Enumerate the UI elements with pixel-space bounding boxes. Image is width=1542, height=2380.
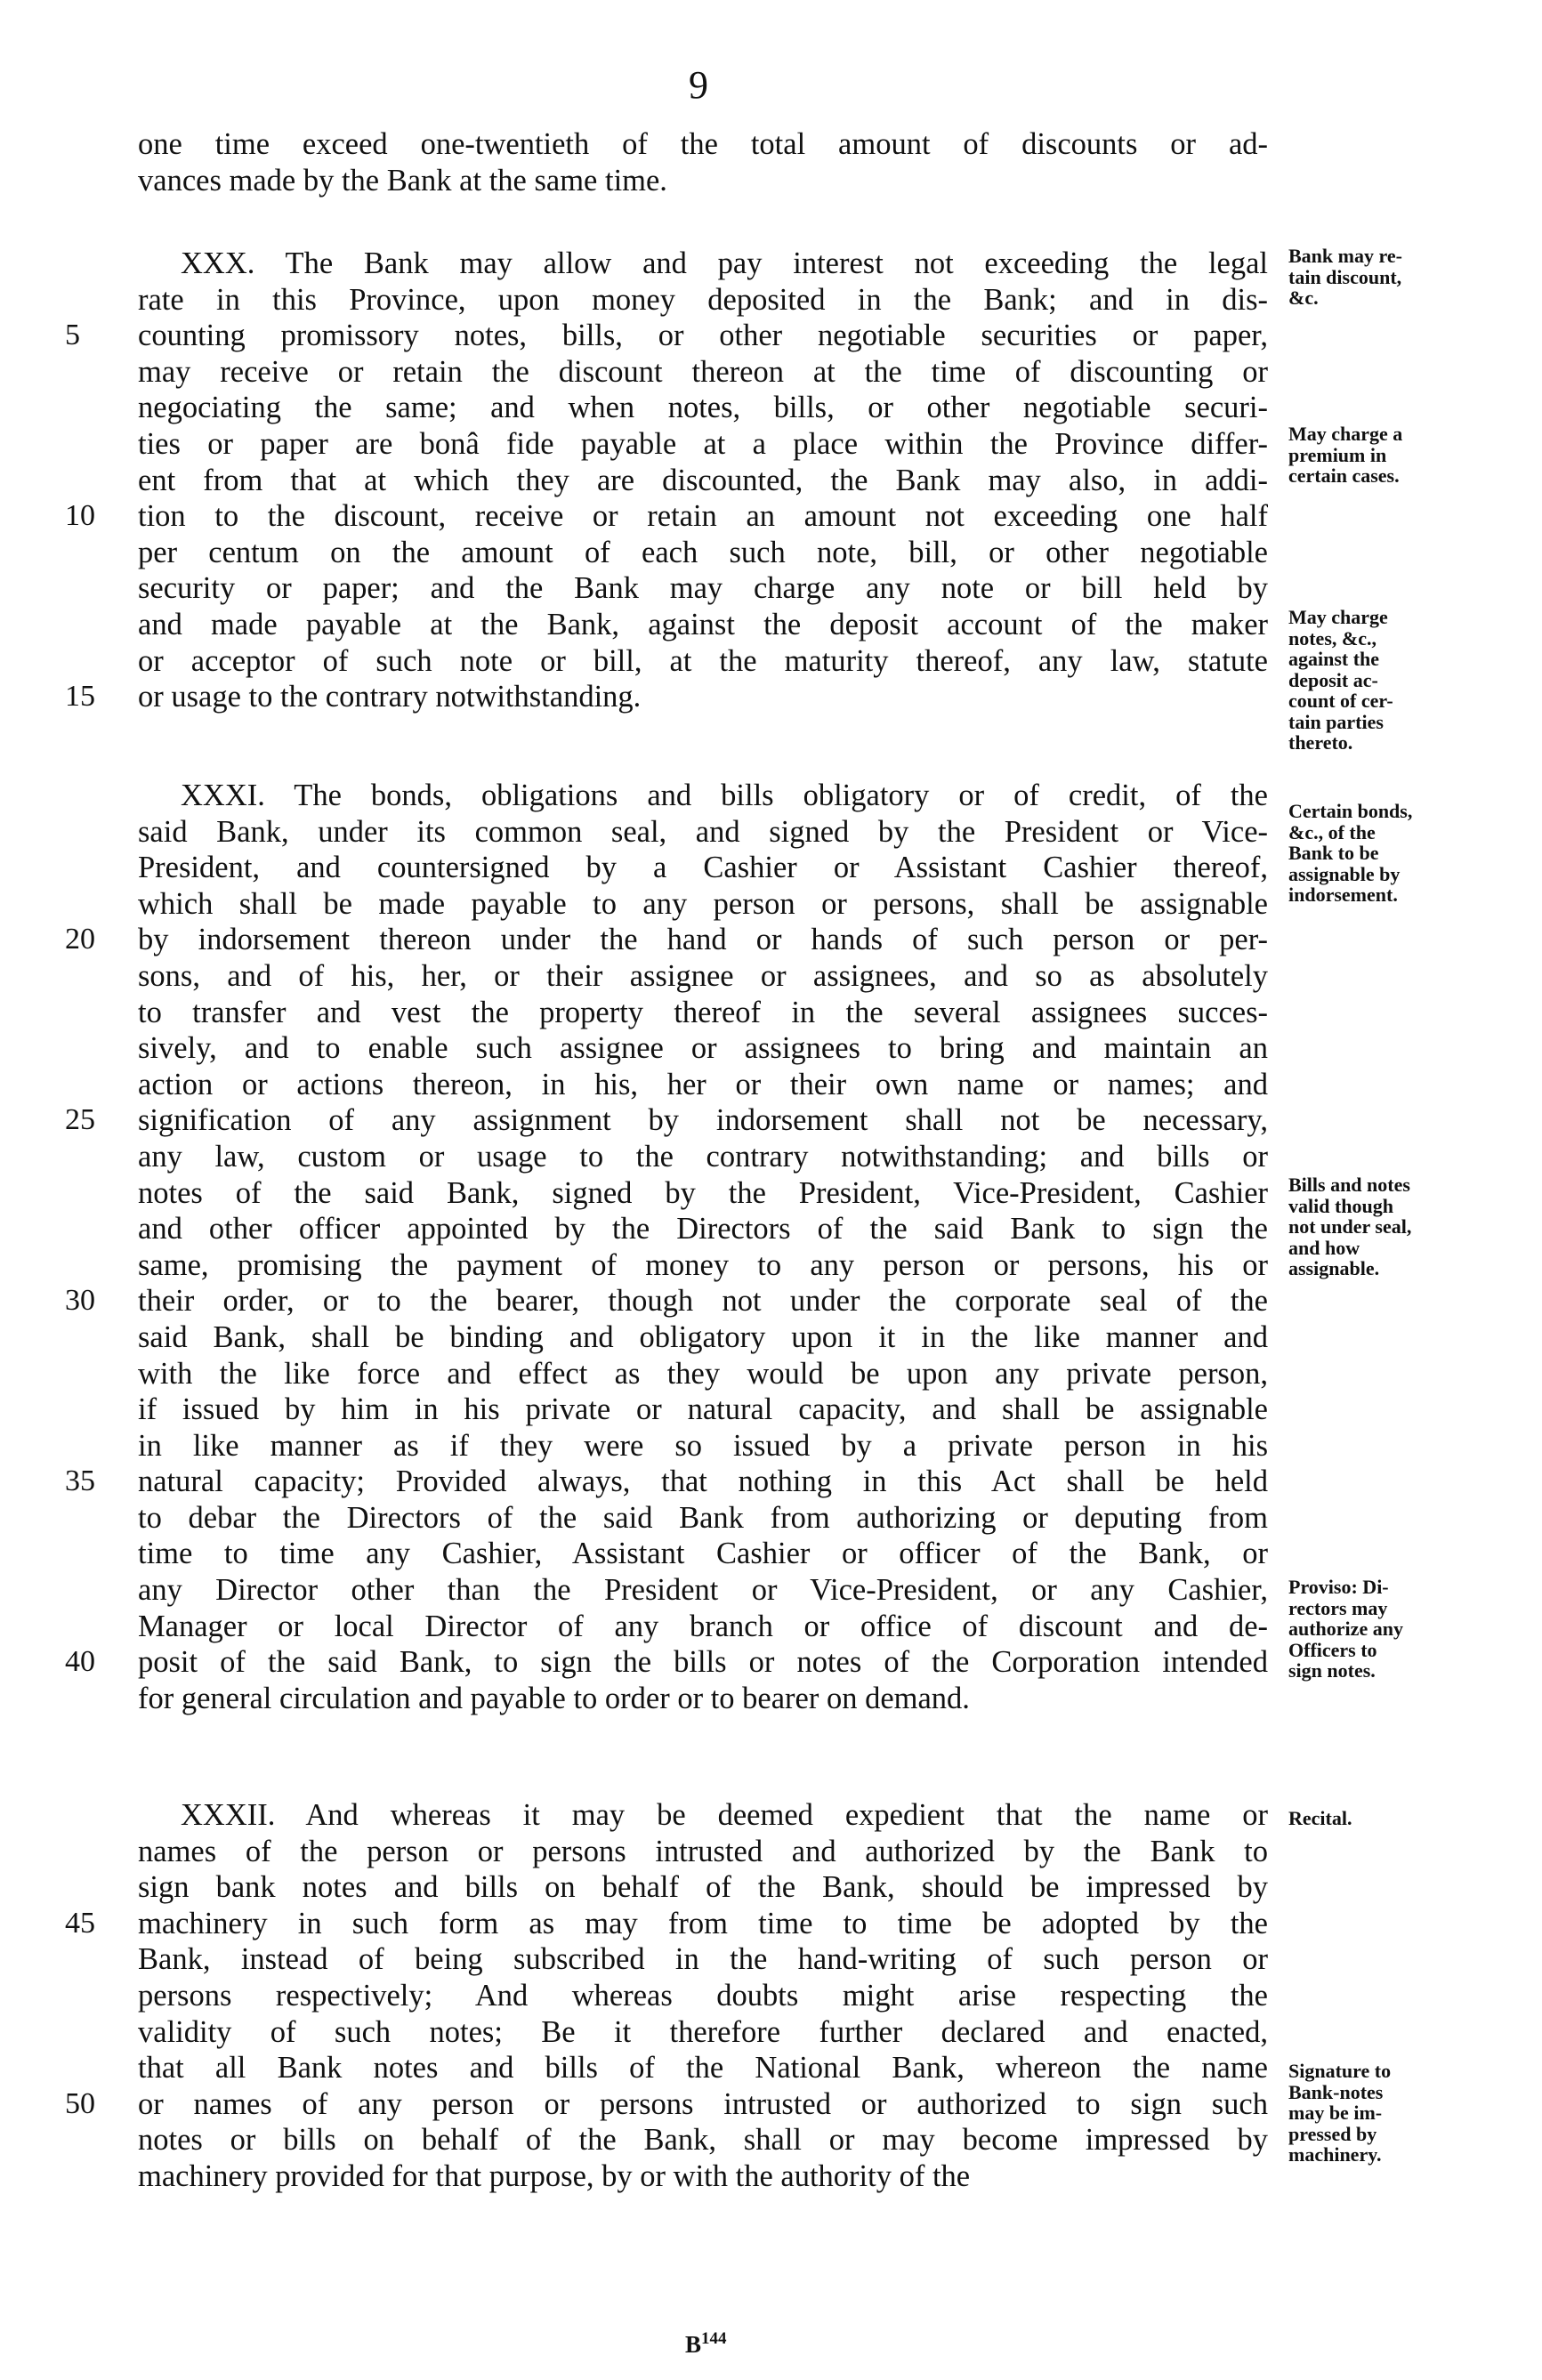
text-line [65, 1283, 1268, 1319]
text-line [138, 1536, 1268, 1572]
text-line [138, 1247, 1268, 1284]
line-text: one time exceed one-twentieth of the total amount of discounts or ad- [138, 127, 1268, 161]
line-text: notes of the said Bank, signed by the President, Vice-President, Cashier [138, 1175, 1268, 1210]
text-line [138, 426, 1268, 463]
text-line [65, 1102, 1268, 1139]
margin-note [1288, 424, 1529, 487]
line-text: said Bank, under its common seal, and signed by the President or Vice- [138, 814, 1268, 849]
line-text: if issued by him in his private or natural capacity, and shall be assignable [138, 1392, 1268, 1427]
margin-note-text: May charge notes, &c., against the deposit ac- count of cer- tain parties thereto. [1288, 606, 1393, 754]
text-line [138, 163, 1268, 199]
text-line [138, 607, 1268, 643]
paragraph-continuation [138, 126, 1268, 198]
text-line [65, 318, 1268, 354]
margin-note [1288, 1808, 1529, 1829]
line-text: machinery provided for that purpose, by or with the authority of the [138, 2158, 971, 2193]
line-text: time to time any Cashier, Assistant Cashier or officer of the Bank, or [138, 1537, 1268, 1571]
text-line [138, 958, 1268, 995]
margin-note [1288, 246, 1529, 309]
text-line [65, 922, 1268, 958]
line-text: or acceptor of such note or bill, at the maturity thereof, any law, statute [138, 643, 1268, 678]
margin-note-text: Signature to Bank-notes may be im- pressed by machinery. [1288, 2060, 1392, 2166]
line-text: counting promissory notes, bills, or other negotiable securities or paper, [138, 319, 1268, 353]
line-text: Bank, instead of being subscribed in the hand-writing of such person or [138, 1942, 1268, 1977]
line-text: posit of the said Bank, to sign the bills or notes of the Corporation intended [138, 1645, 1268, 1680]
text-line [138, 814, 1268, 851]
line-text: or usage to the contrary notwithstanding. [138, 680, 642, 714]
line-number: 50 [65, 2086, 95, 2120]
text-line [138, 2014, 1268, 2051]
text-line [138, 1139, 1268, 1175]
text-line [138, 886, 1268, 923]
line-text: and made payable at the Bank, against the deposit account of the maker [138, 607, 1268, 641]
text-line [138, 1941, 1268, 1978]
line-text: tion to the discount, receive or retain an amount not exceeding one half [138, 499, 1268, 534]
line-text: security or paper; and the Bank may charge any note or bill held by [138, 571, 1268, 606]
line-number: 40 [65, 1645, 95, 1679]
line-text: validity of such notes; Be it therefore further declared and enacted, [138, 2014, 1268, 2049]
text-line [138, 1978, 1268, 2014]
margin-note-text: Certain bonds, &c., of the Bank to be assignable by indorsement. [1288, 800, 1413, 906]
line-text: sively, and to enable such assignee or assignees to bring and maintain an [138, 1031, 1268, 1066]
margin-note-text: Recital. [1288, 1807, 1352, 1829]
text-line [138, 2158, 1268, 2195]
text-line [65, 679, 1268, 715]
margin-note [1288, 607, 1529, 754]
text-line [138, 282, 1268, 319]
line-number: 45 [65, 1906, 95, 1940]
line-text: that all Bank notes and bills of the National Bank, whereon the name [138, 2051, 1268, 2086]
text-line [138, 2122, 1268, 2158]
section-xxxii [65, 1797, 1268, 2195]
text-line [138, 850, 1268, 886]
text-line [138, 1834, 1268, 1870]
line-number: 10 [65, 499, 95, 533]
line-text: machinery in such form as may from time to time be adopted by the [138, 1906, 1268, 1940]
line-text: may receive or retain the discount thereon at the time of discounting or [138, 354, 1268, 389]
line-number: 20 [65, 923, 95, 956]
text-line [138, 1067, 1268, 1103]
text-line [138, 643, 1268, 680]
line-text: notes or bills on behalf of the Bank, shall or may become impressed by [138, 2123, 1268, 2158]
text-line [138, 995, 1268, 1031]
signature-letter: B [685, 2331, 702, 2358]
text-line [65, 1906, 1268, 1942]
line-text: or names of any person or persons intrusted or authorized to sign such [138, 2086, 1268, 2121]
line-text: signification of any assignment by indorsement shall not be necessary, [138, 1103, 1268, 1138]
line-text: sons, and of his, her, or their assignee or assignees, and so as absolutely [138, 958, 1268, 993]
line-text: ties or paper are bonâ fide payable at a place within the Province differ- [138, 426, 1268, 461]
page-number: 9 [689, 63, 708, 107]
text-line [138, 246, 1268, 282]
line-text: action or actions thereon, in his, her or their own name or names; and [138, 1067, 1268, 1101]
line-text: XXX. The Bank may allow and pay interest not exceeding the legal [181, 246, 1268, 280]
margin-note-text: Proviso: Di- rectors may authorize any Officers to sign notes. [1288, 1576, 1403, 1682]
line-text: rate in this Province, upon money deposited in the Bank; and in dis- [138, 282, 1268, 317]
text-line [138, 1797, 1268, 1834]
section-xxx [65, 246, 1268, 715]
line-text: said Bank, shall be binding and obligatory upon it in the like manner and [138, 1319, 1268, 1354]
line-text: natural capacity; Provided always, that nothing in this Act shall be held [138, 1464, 1268, 1499]
text-line [138, 1681, 1268, 1717]
line-text: XXXII. And whereas it may be deemed expedient that the name or [181, 1798, 1268, 1832]
text-line [138, 390, 1268, 426]
text-line [138, 570, 1268, 607]
text-line [138, 1609, 1268, 1645]
text-line [138, 1500, 1268, 1537]
margin-note-text: Bills and notes valid though not under seal, and how assignable. [1288, 1174, 1412, 1279]
line-number: 35 [65, 1464, 95, 1498]
text-line [138, 778, 1268, 814]
text-line [138, 1572, 1268, 1609]
text-line [138, 1392, 1268, 1428]
text-line [65, 1464, 1268, 1500]
margin-note-text: May charge a premium in certain cases. [1288, 423, 1403, 487]
line-text: same, promising the payment of money to any person or persons, his or [138, 1247, 1268, 1282]
text-line [138, 1211, 1268, 1247]
signature-number: 144 [701, 2329, 727, 2348]
line-number: 30 [65, 1284, 95, 1318]
line-text: any law, custom or usage to the contrary notwithstanding; and bills or [138, 1139, 1268, 1174]
line-text: to transfer and vest the property thereof in the several assignees succes- [138, 995, 1268, 1029]
line-text: their order, or to the bearer, though not under the corporate seal of the [138, 1284, 1268, 1319]
line-text: with the like force and effect as they would be upon any private person, [138, 1356, 1268, 1391]
line-text: vances made by the Bank at the same time. [138, 163, 667, 198]
margin-note-text: Bank may re- tain discount, &c. [1288, 245, 1402, 309]
text-line [65, 1644, 1268, 1681]
line-text: to debar the Directors of the said Bank from authorizing or deputing from [138, 1500, 1268, 1535]
text-line [138, 1030, 1268, 1067]
margin-note [1288, 801, 1529, 906]
text-line [138, 1356, 1268, 1392]
text-line [138, 1319, 1268, 1356]
text-line [138, 1869, 1268, 1906]
line-text: per centum on the amount of each such note, bill, or other negotiable [138, 535, 1268, 569]
margin-note [1288, 1577, 1529, 1682]
line-text: for general circulation and payable to order or to bearer on demand. [138, 1681, 970, 1715]
line-number: 25 [65, 1103, 95, 1137]
line-text: names of the person or persons intrusted and authorized by the Bank to [138, 1834, 1268, 1868]
text-line [138, 1175, 1268, 1212]
line-text: negociating the same; and when notes, bills, or other negotiable securi- [138, 391, 1268, 425]
text-line [138, 1428, 1268, 1464]
signature-mark [685, 2329, 727, 2359]
margin-note [1288, 1174, 1529, 1279]
line-text: ent from that at which they are discounted, the Bank may also, in addi- [138, 463, 1268, 497]
line-number: 15 [65, 680, 95, 714]
margin-note [1288, 2061, 1529, 2166]
line-text: by indorsement thereon under the hand or hands of such person or per- [138, 923, 1268, 957]
section-xxxi [65, 778, 1268, 1716]
line-text: persons respectively; And whereas doubts might arise respecting the [138, 1978, 1268, 2013]
text-line [65, 2086, 1268, 2123]
line-text: in like manner as if they were so issued by a private person in his [138, 1428, 1268, 1463]
line-text: Manager or local Director of any branch or office of discount and de- [138, 1609, 1268, 1643]
text-line [65, 498, 1268, 535]
text-line [138, 463, 1268, 499]
line-text: and other officer appointed by the Directors of the said Bank to sign the [138, 1212, 1268, 1246]
text-line [138, 2050, 1268, 2086]
line-number: 5 [65, 319, 80, 352]
line-text: President, and countersigned by a Cashier or Assistant Cashier thereof, [138, 851, 1268, 885]
line-text: which shall be made payable to any person or persons, shall be assignable [138, 886, 1268, 921]
line-text: any Director other than the President or Vice-President, or any Cashier, [138, 1573, 1268, 1608]
line-text: sign bank notes and bills on behalf of the Bank, should be impressed by [138, 1870, 1268, 1905]
text-line [138, 354, 1268, 391]
line-text: XXXI. The bonds, obligations and bills obligatory or of credit, of the [181, 779, 1268, 812]
text-line [138, 126, 1268, 163]
text-line [138, 535, 1268, 571]
